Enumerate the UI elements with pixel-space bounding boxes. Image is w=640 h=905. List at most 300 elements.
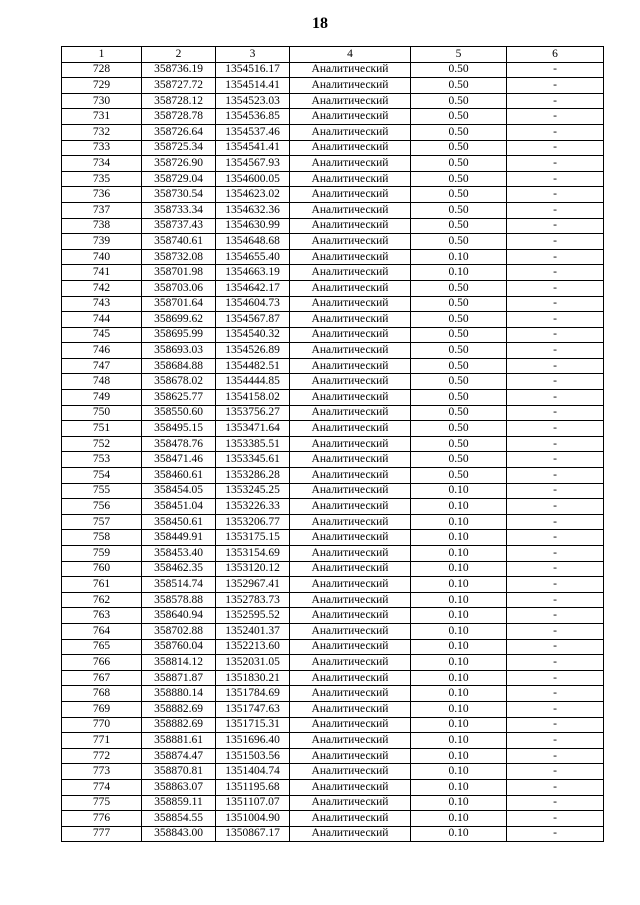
point-number-cell: 757 (62, 514, 142, 530)
accuracy-cell: 0.10 (411, 733, 507, 749)
accuracy-cell: 0.10 (411, 655, 507, 671)
coordinate-x-cell: 358814.12 (142, 655, 216, 671)
point-number-cell: 763 (62, 608, 142, 624)
point-number-cell: 760 (62, 561, 142, 577)
table-row (62, 608, 604, 624)
coordinate-x-cell: 358695.99 (142, 327, 216, 343)
table-row (62, 390, 604, 406)
method-cell: Аналитический (290, 140, 411, 156)
coordinate-y-cell: 1353154.69 (216, 546, 290, 562)
point-number-cell: 777 (62, 826, 142, 842)
note-cell: - (507, 187, 604, 203)
coordinate-x-cell: 358699.62 (142, 312, 216, 328)
coordinate-x-cell: 358863.07 (142, 779, 216, 795)
coordinate-x-cell: 358737.43 (142, 218, 216, 234)
accuracy-cell: 0.50 (411, 421, 507, 437)
method-cell: Аналитический (290, 764, 411, 780)
accuracy-cell: 0.50 (411, 202, 507, 218)
table-row (62, 156, 604, 172)
accuracy-cell: 0.10 (411, 701, 507, 717)
method-cell: Аналитический (290, 701, 411, 717)
coordinate-x-cell: 358701.64 (142, 296, 216, 312)
point-number-cell: 741 (62, 265, 142, 281)
accuracy-cell: 0.50 (411, 124, 507, 140)
point-number-cell: 744 (62, 312, 142, 328)
accuracy-cell: 0.10 (411, 811, 507, 827)
table-row (62, 171, 604, 187)
point-number-cell: 773 (62, 764, 142, 780)
accuracy-cell: 0.50 (411, 436, 507, 452)
table-row (62, 312, 604, 328)
point-number-cell: 743 (62, 296, 142, 312)
coordinate-x-cell: 358843.00 (142, 826, 216, 842)
point-number-cell: 747 (62, 358, 142, 374)
accuracy-cell: 0.50 (411, 358, 507, 374)
method-cell: Аналитический (290, 374, 411, 390)
note-cell: - (507, 546, 604, 562)
accuracy-cell: 0.50 (411, 327, 507, 343)
coordinate-x-cell: 358550.60 (142, 405, 216, 421)
accuracy-cell: 0.50 (411, 452, 507, 468)
header-cell: 2 (142, 47, 216, 63)
note-cell: - (507, 686, 604, 702)
note-cell: - (507, 218, 604, 234)
point-number-cell: 769 (62, 701, 142, 717)
note-cell: - (507, 670, 604, 686)
accuracy-cell: 0.10 (411, 686, 507, 702)
note-cell: - (507, 639, 604, 655)
note-cell: - (507, 468, 604, 484)
accuracy-cell: 0.10 (411, 764, 507, 780)
note-cell: - (507, 171, 604, 187)
table-row (62, 280, 604, 296)
note-cell: - (507, 483, 604, 499)
method-cell: Аналитический (290, 795, 411, 811)
table-row (62, 701, 604, 717)
accuracy-cell: 0.50 (411, 405, 507, 421)
coordinate-x-cell: 358732.08 (142, 249, 216, 265)
method-cell: Аналитический (290, 109, 411, 125)
accuracy-cell: 0.50 (411, 312, 507, 328)
point-number-cell: 765 (62, 639, 142, 655)
point-number-cell: 767 (62, 670, 142, 686)
note-cell: - (507, 499, 604, 515)
accuracy-cell: 0.10 (411, 826, 507, 842)
page-number: 18 (312, 15, 328, 32)
coordinate-x-cell: 358728.12 (142, 93, 216, 109)
point-number-cell: 739 (62, 234, 142, 250)
point-number-cell: 762 (62, 592, 142, 608)
accuracy-cell: 0.10 (411, 748, 507, 764)
coordinate-y-cell: 1353286.28 (216, 468, 290, 484)
accuracy-cell: 0.10 (411, 249, 507, 265)
coordinate-x-cell: 358514.74 (142, 577, 216, 593)
method-cell: Аналитический (290, 93, 411, 109)
point-number-cell: 748 (62, 374, 142, 390)
note-cell: - (507, 202, 604, 218)
note-cell: - (507, 358, 604, 374)
note-cell: - (507, 124, 604, 140)
coordinate-x-cell: 358462.35 (142, 561, 216, 577)
note-cell: - (507, 733, 604, 749)
coordinate-x-cell: 358449.91 (142, 530, 216, 546)
point-number-cell: 752 (62, 436, 142, 452)
accuracy-cell: 0.10 (411, 795, 507, 811)
method-cell: Аналитический (290, 748, 411, 764)
table-row (62, 124, 604, 140)
note-cell: - (507, 779, 604, 795)
method-cell: Аналитический (290, 436, 411, 452)
note-cell: - (507, 436, 604, 452)
coordinate-x-cell: 358740.61 (142, 234, 216, 250)
table-row (62, 670, 604, 686)
coordinate-x-cell: 358726.90 (142, 156, 216, 172)
method-cell: Аналитический (290, 530, 411, 546)
point-number-cell: 775 (62, 795, 142, 811)
coordinate-y-cell: 1354444.85 (216, 374, 290, 390)
table-row (62, 514, 604, 530)
coordinate-x-cell: 358736.19 (142, 62, 216, 78)
coordinate-x-cell: 358871.87 (142, 670, 216, 686)
coordinate-x-cell: 358882.69 (142, 717, 216, 733)
coordinate-y-cell: 1352213.60 (216, 639, 290, 655)
coordinate-y-cell: 1351195.68 (216, 779, 290, 795)
coordinate-x-cell: 358702.88 (142, 623, 216, 639)
point-number-cell: 731 (62, 109, 142, 125)
method-cell: Аналитический (290, 670, 411, 686)
method-cell: Аналитический (290, 826, 411, 842)
method-cell: Аналитический (290, 156, 411, 172)
note-cell: - (507, 608, 604, 624)
method-cell: Аналитический (290, 717, 411, 733)
coordinate-y-cell: 1353471.64 (216, 421, 290, 437)
coordinate-y-cell: 1354482.51 (216, 358, 290, 374)
note-cell: - (507, 93, 604, 109)
note-cell: - (507, 764, 604, 780)
coordinate-y-cell: 1353175.15 (216, 530, 290, 546)
accuracy-cell: 0.50 (411, 374, 507, 390)
coordinate-y-cell: 1353345.61 (216, 452, 290, 468)
method-cell: Аналитический (290, 312, 411, 328)
point-number-cell: 750 (62, 405, 142, 421)
method-cell: Аналитический (290, 733, 411, 749)
accuracy-cell: 0.50 (411, 140, 507, 156)
table-row (62, 343, 604, 359)
coordinate-y-cell: 1354523.03 (216, 93, 290, 109)
method-cell: Аналитический (290, 577, 411, 593)
table-row (62, 249, 604, 265)
header-cell: 4 (290, 47, 411, 63)
note-cell: - (507, 265, 604, 281)
method-cell: Аналитический (290, 78, 411, 94)
coordinate-y-cell: 1352595.52 (216, 608, 290, 624)
note-cell: - (507, 249, 604, 265)
point-number-cell: 736 (62, 187, 142, 203)
note-cell: - (507, 405, 604, 421)
accuracy-cell: 0.10 (411, 546, 507, 562)
point-number-cell: 749 (62, 390, 142, 406)
coordinate-x-cell: 358729.04 (142, 171, 216, 187)
method-cell: Аналитический (290, 811, 411, 827)
point-number-cell: 774 (62, 779, 142, 795)
table-row (62, 436, 604, 452)
table-row (62, 202, 604, 218)
coordinate-y-cell: 1351747.63 (216, 701, 290, 717)
table-body (62, 62, 604, 842)
method-cell: Аналитический (290, 405, 411, 421)
accuracy-cell: 0.50 (411, 78, 507, 94)
method-cell: Аналитический (290, 779, 411, 795)
coordinate-y-cell: 1351830.21 (216, 670, 290, 686)
coordinate-y-cell: 1354540.32 (216, 327, 290, 343)
table-row (62, 639, 604, 655)
accuracy-cell: 0.10 (411, 623, 507, 639)
method-cell: Аналитический (290, 249, 411, 265)
coordinate-x-cell: 358725.34 (142, 140, 216, 156)
coordinate-y-cell: 1354632.36 (216, 202, 290, 218)
method-cell: Аналитический (290, 358, 411, 374)
note-cell: - (507, 592, 604, 608)
coordinate-x-cell: 358859.11 (142, 795, 216, 811)
table-row (62, 62, 604, 78)
coordinate-y-cell: 1354516.17 (216, 62, 290, 78)
coordinate-y-cell: 1354567.93 (216, 156, 290, 172)
coordinate-x-cell: 358678.02 (142, 374, 216, 390)
coordinate-y-cell: 1351784.69 (216, 686, 290, 702)
accuracy-cell: 0.10 (411, 530, 507, 546)
point-number-cell: 728 (62, 62, 142, 78)
point-number-cell: 745 (62, 327, 142, 343)
coordinate-y-cell: 1354536.85 (216, 109, 290, 125)
point-number-cell: 754 (62, 468, 142, 484)
method-cell: Аналитический (290, 218, 411, 234)
table-row (62, 499, 604, 515)
point-number-cell: 756 (62, 499, 142, 515)
coordinate-x-cell: 358471.46 (142, 452, 216, 468)
accuracy-cell: 0.10 (411, 499, 507, 515)
coordinate-y-cell: 1352031.05 (216, 655, 290, 671)
table-row (62, 655, 604, 671)
header-row (62, 47, 604, 63)
header-cell: 3 (216, 47, 290, 63)
method-cell: Аналитический (290, 655, 411, 671)
method-cell: Аналитический (290, 124, 411, 140)
coordinate-x-cell: 358728.78 (142, 109, 216, 125)
method-cell: Аналитический (290, 639, 411, 655)
table-row (62, 93, 604, 109)
note-cell: - (507, 374, 604, 390)
coordinate-y-cell: 1354514.41 (216, 78, 290, 94)
coordinate-y-cell: 1354630.99 (216, 218, 290, 234)
note-cell: - (507, 390, 604, 406)
point-number-cell: 729 (62, 78, 142, 94)
point-number-cell: 770 (62, 717, 142, 733)
coordinate-y-cell: 1351503.56 (216, 748, 290, 764)
coordinate-y-cell: 1353245.25 (216, 483, 290, 499)
coordinate-x-cell: 358874.47 (142, 748, 216, 764)
point-number-cell: 761 (62, 577, 142, 593)
table-row (62, 748, 604, 764)
note-cell: - (507, 701, 604, 717)
coordinate-y-cell: 1354642.17 (216, 280, 290, 296)
coordinate-y-cell: 1354158.02 (216, 390, 290, 406)
table-row (62, 452, 604, 468)
table-row (62, 109, 604, 125)
accuracy-cell: 0.10 (411, 717, 507, 733)
accuracy-cell: 0.10 (411, 670, 507, 686)
accuracy-cell: 0.50 (411, 171, 507, 187)
accuracy-cell: 0.50 (411, 280, 507, 296)
coordinate-y-cell: 1354526.89 (216, 343, 290, 359)
note-cell: - (507, 312, 604, 328)
note-cell: - (507, 78, 604, 94)
coordinate-y-cell: 1354567.87 (216, 312, 290, 328)
coordinate-y-cell: 1354541.41 (216, 140, 290, 156)
table-row (62, 405, 604, 421)
table-row (62, 592, 604, 608)
note-cell: - (507, 452, 604, 468)
coordinate-x-cell: 358625.77 (142, 390, 216, 406)
coordinate-y-cell: 1351004.90 (216, 811, 290, 827)
coordinate-x-cell: 358881.61 (142, 733, 216, 749)
point-number-cell: 771 (62, 733, 142, 749)
coordinate-y-cell: 1353226.33 (216, 499, 290, 515)
coordinate-x-cell: 358703.06 (142, 280, 216, 296)
table-row (62, 811, 604, 827)
coordinate-y-cell: 1353206.77 (216, 514, 290, 530)
note-cell: - (507, 109, 604, 125)
coordinate-y-cell: 1354600.05 (216, 171, 290, 187)
note-cell: - (507, 748, 604, 764)
method-cell: Аналитический (290, 686, 411, 702)
coordinate-y-cell: 1354604.73 (216, 296, 290, 312)
table-row (62, 779, 604, 795)
table-row (62, 546, 604, 562)
accuracy-cell: 0.50 (411, 218, 507, 234)
method-cell: Аналитический (290, 390, 411, 406)
note-cell: - (507, 530, 604, 546)
table-row (62, 265, 604, 281)
accuracy-cell: 0.50 (411, 468, 507, 484)
note-cell: - (507, 717, 604, 733)
accuracy-cell: 0.10 (411, 514, 507, 530)
accuracy-cell: 0.10 (411, 265, 507, 281)
method-cell: Аналитический (290, 265, 411, 281)
coordinate-y-cell: 1351696.40 (216, 733, 290, 749)
header-cell: 1 (62, 47, 142, 63)
table-row (62, 717, 604, 733)
coordinate-x-cell: 358693.03 (142, 343, 216, 359)
coordinate-x-cell: 358854.55 (142, 811, 216, 827)
point-number-cell: 758 (62, 530, 142, 546)
coordinate-y-cell: 1353756.27 (216, 405, 290, 421)
note-cell: - (507, 623, 604, 639)
point-number-cell: 776 (62, 811, 142, 827)
method-cell: Аналитический (290, 187, 411, 203)
point-number-cell: 734 (62, 156, 142, 172)
note-cell: - (507, 826, 604, 842)
coordinate-y-cell: 1351715.31 (216, 717, 290, 733)
accuracy-cell: 0.50 (411, 93, 507, 109)
coordinate-x-cell: 358640.94 (142, 608, 216, 624)
table-row (62, 296, 604, 312)
method-cell: Аналитический (290, 514, 411, 530)
point-number-cell: 766 (62, 655, 142, 671)
coordinate-x-cell: 358478.76 (142, 436, 216, 452)
accuracy-cell: 0.50 (411, 296, 507, 312)
method-cell: Аналитический (290, 452, 411, 468)
method-cell: Аналитический (290, 483, 411, 499)
table-row (62, 327, 604, 343)
note-cell: - (507, 343, 604, 359)
coordinate-y-cell: 1352967.41 (216, 577, 290, 593)
coordinate-y-cell: 1354623.02 (216, 187, 290, 203)
coordinate-y-cell: 1352401.37 (216, 623, 290, 639)
point-number-cell: 751 (62, 421, 142, 437)
point-number-cell: 759 (62, 546, 142, 562)
accuracy-cell: 0.10 (411, 483, 507, 499)
coordinate-y-cell: 1354663.19 (216, 265, 290, 281)
note-cell: - (507, 140, 604, 156)
coordinate-x-cell: 358760.04 (142, 639, 216, 655)
accuracy-cell: 0.50 (411, 109, 507, 125)
method-cell: Аналитический (290, 623, 411, 639)
note-cell: - (507, 811, 604, 827)
coordinate-x-cell: 358870.81 (142, 764, 216, 780)
table-row (62, 483, 604, 499)
table-row (62, 358, 604, 374)
point-number-cell: 764 (62, 623, 142, 639)
note-cell: - (507, 561, 604, 577)
coordinate-x-cell: 358451.04 (142, 499, 216, 515)
table-row (62, 826, 604, 842)
method-cell: Аналитический (290, 546, 411, 562)
coordinate-y-cell: 1354655.40 (216, 249, 290, 265)
method-cell: Аналитический (290, 592, 411, 608)
note-cell: - (507, 795, 604, 811)
point-number-cell: 755 (62, 483, 142, 499)
note-cell: - (507, 577, 604, 593)
table-row (62, 623, 604, 639)
table-row (62, 218, 604, 234)
point-number-cell: 740 (62, 249, 142, 265)
accuracy-cell: 0.10 (411, 608, 507, 624)
accuracy-cell: 0.10 (411, 561, 507, 577)
point-number-cell: 768 (62, 686, 142, 702)
note-cell: - (507, 514, 604, 530)
point-number-cell: 735 (62, 171, 142, 187)
method-cell: Аналитический (290, 234, 411, 250)
point-number-cell: 732 (62, 124, 142, 140)
method-cell: Аналитический (290, 608, 411, 624)
coordinate-y-cell: 1353385.51 (216, 436, 290, 452)
accuracy-cell: 0.10 (411, 592, 507, 608)
table-row (62, 686, 604, 702)
coordinate-y-cell: 1351107.07 (216, 795, 290, 811)
coordinates-table (61, 46, 604, 842)
point-number-cell: 753 (62, 452, 142, 468)
point-number-cell: 746 (62, 343, 142, 359)
coordinate-y-cell: 1350867.17 (216, 826, 290, 842)
coordinate-x-cell: 358733.34 (142, 202, 216, 218)
coordinate-y-cell: 1351404.74 (216, 764, 290, 780)
table-row (62, 733, 604, 749)
coordinate-x-cell: 358495.15 (142, 421, 216, 437)
method-cell: Аналитический (290, 327, 411, 343)
accuracy-cell: 0.50 (411, 390, 507, 406)
table-row (62, 795, 604, 811)
table-row (62, 577, 604, 593)
